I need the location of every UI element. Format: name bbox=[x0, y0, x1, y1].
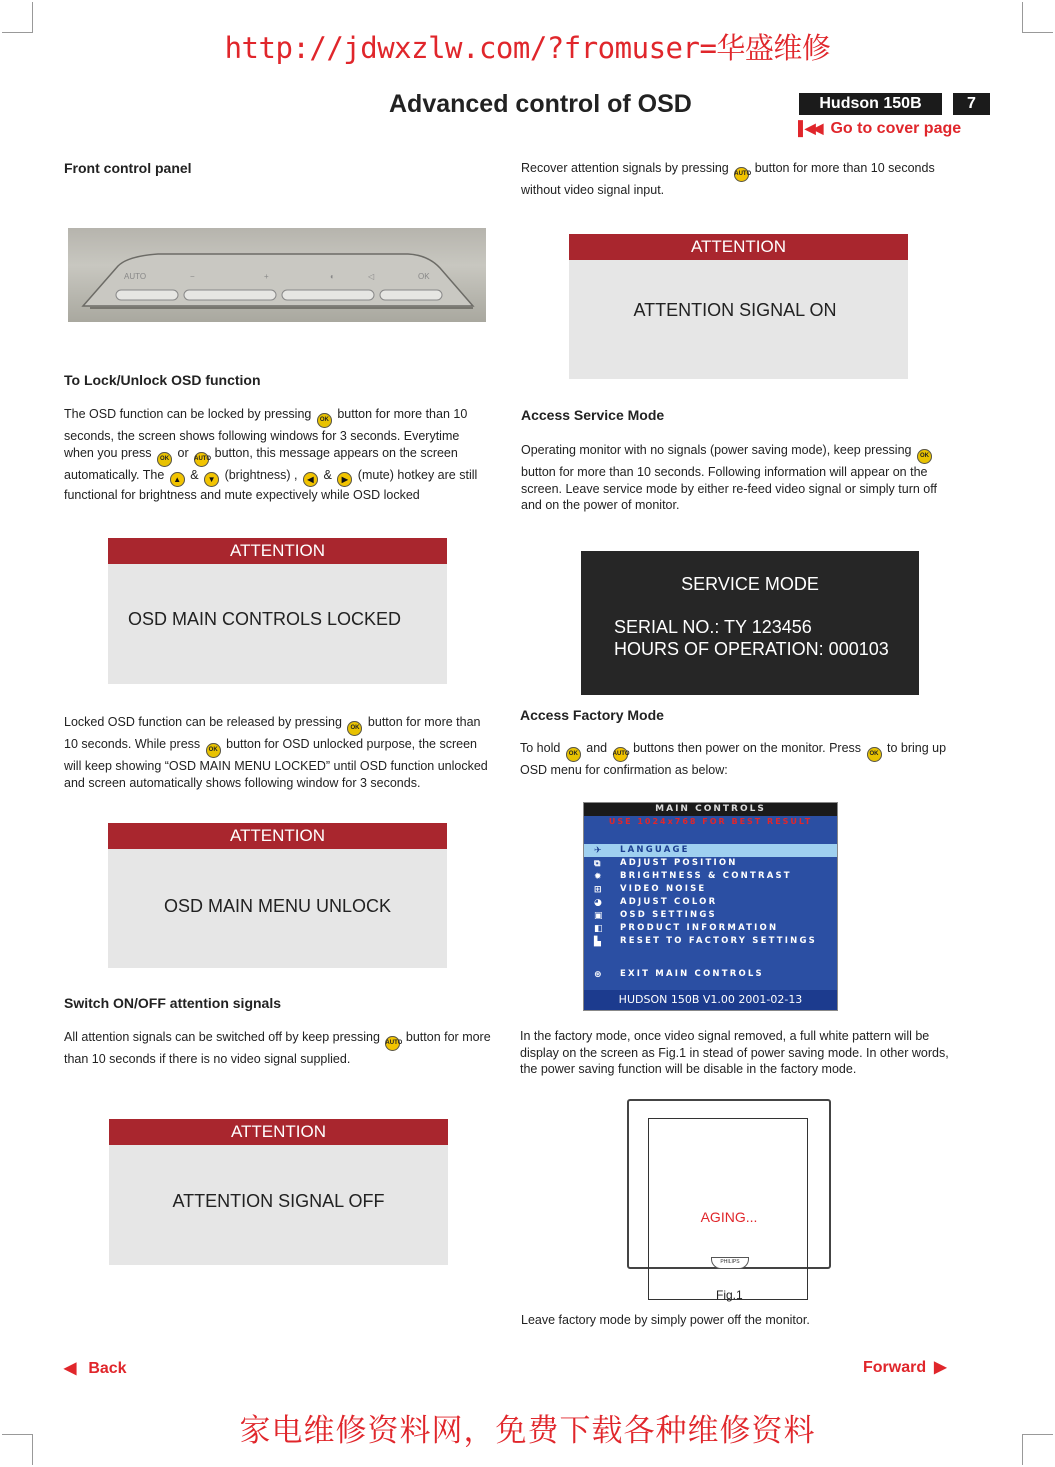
cover-link-label: Go to cover page bbox=[830, 120, 962, 137]
ok-button-icon: OK bbox=[347, 721, 362, 736]
auto-button-icon: AUTO bbox=[385, 1036, 400, 1051]
panel-label-auto: AUTO bbox=[124, 272, 147, 281]
up-arrow-icon: ▲ bbox=[170, 472, 185, 487]
service-mode-screen bbox=[581, 551, 919, 695]
panel-label-brightness: ◐ bbox=[330, 272, 335, 281]
brightness-icon: ✹ bbox=[594, 872, 602, 882]
osd-item-exit: ⊛ EXIT MAIN CONTROLS bbox=[594, 969, 764, 980]
skip-back-icon: ▌◀◀ bbox=[798, 120, 821, 136]
osd-item-adjust-color: ◕ ADJUST COLOR bbox=[594, 897, 718, 908]
osd-main-controls-menu bbox=[583, 802, 838, 1011]
monitor-figure bbox=[627, 1099, 831, 1269]
aging-text: AGING... bbox=[700, 1209, 758, 1225]
position-icon: ⧉ bbox=[594, 859, 601, 869]
panel-button-1 bbox=[116, 290, 178, 300]
service-mode-title: SERVICE MODE bbox=[681, 574, 819, 594]
osd-item-osd-settings: ▣ OSD SETTINGS bbox=[594, 910, 717, 921]
attention-title: ATTENTION bbox=[108, 538, 447, 564]
footer-banner: 家电维修资料网，免费下载各种维修资料 bbox=[239, 1413, 816, 1448]
back-arrow-icon: ◀ bbox=[64, 1360, 77, 1377]
attention-message: OSD MAIN MENU UNLOCK bbox=[163, 896, 392, 916]
factory-heading: Access Factory Mode bbox=[520, 707, 664, 723]
panel-button-3 bbox=[282, 290, 374, 300]
forward-link[interactable]: Forward ▶ bbox=[863, 1359, 947, 1376]
attention-title: ATTENTION bbox=[109, 1119, 448, 1145]
ok-button-icon: OK bbox=[206, 743, 221, 758]
auto-button-icon: AUTO bbox=[613, 747, 628, 762]
auto-button-icon: AUTO bbox=[734, 167, 749, 182]
attention-title: ATTENTION bbox=[569, 234, 908, 260]
ok-button-icon: OK bbox=[867, 747, 882, 762]
lock-paragraph: The OSD function can be locked by pressing OK button for more than 10 seconds, the screen shows following windows for 3 seconds. Everytime when you press OK or AUTO button, this message appears on the screen automatically. The ▲ & ▼ (brightness) , ◀ & ▶ (mute) hotkey are still functional for brightness and mute expectively while OSD locked bbox=[64, 407, 478, 502]
osd-title: MAIN CONTROLS bbox=[584, 803, 837, 816]
osd-item-product-information: ◧ PRODUCT INFORMATION bbox=[594, 923, 779, 934]
forward-arrow-icon: ▶ bbox=[934, 1359, 947, 1376]
info-icon: ◧ bbox=[594, 924, 603, 934]
attention-box-unlock bbox=[108, 823, 447, 968]
attention-box-signal-on bbox=[569, 234, 908, 379]
ok-button-icon: OK bbox=[917, 449, 932, 464]
front-control-panel-photo bbox=[68, 228, 486, 322]
attention-box-locked bbox=[108, 538, 447, 684]
ok-button-icon: OK bbox=[317, 413, 332, 428]
attention-box-signal-off bbox=[109, 1119, 448, 1265]
page-title: Advanced control of OSD bbox=[389, 90, 692, 118]
front-panel-heading: Front control panel bbox=[64, 160, 192, 176]
right-arrow-icon: ▶ bbox=[337, 472, 352, 487]
osd-item-language: ✈ LANGUAGE bbox=[584, 844, 837, 857]
osd-resolution-warning: USE 1024x768 FOR BEST RESULT bbox=[608, 817, 813, 826]
service-paragraph: Operating monitor with no signals (power saving mode), keep pressing OK button for more than 10 seconds. Following information will appear on the screen. Leave service mode by either re-feed video signal or simply turn off and on the power of monitor. bbox=[521, 443, 937, 512]
osd-item-video-noise: ⊞ VIDEO NOISE bbox=[594, 884, 707, 895]
panel-label-ok: OK bbox=[418, 272, 430, 281]
exit-icon: ⊛ bbox=[594, 970, 602, 980]
noise-icon: ⊞ bbox=[594, 885, 602, 895]
osd-item-brightness-contrast: ✹ BRIGHTNESS & CONTRAST bbox=[594, 871, 792, 882]
ok-button-icon: OK bbox=[157, 452, 172, 467]
switch-paragraph: All attention signals can be switched off by keep pressing AUTO button for more than 10 seconds if there is no video signal supplied. bbox=[64, 1030, 491, 1066]
osd-settings-icon: ▣ bbox=[594, 911, 603, 921]
panel-button-2 bbox=[184, 290, 276, 300]
panel-label-left: ◁ bbox=[368, 272, 375, 281]
attention-message: OSD MAIN CONTROLS LOCKED bbox=[128, 609, 402, 629]
panel-button-4 bbox=[380, 290, 442, 300]
panel-label-plus: + bbox=[264, 272, 269, 281]
go-to-cover-link[interactable] bbox=[798, 120, 961, 138]
switch-heading: Switch ON/OFF attention signals bbox=[64, 995, 282, 1011]
leave-factory-note: Leave factory mode by simply power off the monitor. bbox=[521, 1313, 810, 1327]
panel-label-minus: − bbox=[190, 272, 195, 281]
factory-note: In the factory mode, once video signal removed, a full white pattern will be display on the screen as Fig.1 in stead of power saving mode. In other words, the power saving function will be disable in the factory mode. bbox=[520, 1029, 949, 1076]
philips-logo: PHILIPS bbox=[711, 1257, 749, 1269]
service-heading: Access Service Mode bbox=[521, 407, 665, 423]
osd-item-adjust-position: ⧉ ADJUST POSITION bbox=[594, 858, 738, 869]
factory-paragraph: To hold OK and AUTO buttons then power on the monitor. Press OK to bring up OSD menu for confirmation as below: bbox=[520, 741, 947, 777]
hours-of-operation: HOURS OF OPERATION: 000103 bbox=[614, 639, 889, 659]
color-icon: ◕ bbox=[594, 898, 602, 908]
down-arrow-icon: ▼ bbox=[204, 472, 219, 487]
left-arrow-icon: ◀ bbox=[303, 472, 318, 487]
back-link[interactable]: ◀ Back bbox=[64, 1360, 127, 1377]
serial-number: SERIAL NO.: TY 123456 bbox=[614, 617, 812, 637]
auto-button-icon: AUTO bbox=[194, 452, 209, 467]
lock-heading: To Lock/Unlock OSD function bbox=[64, 372, 261, 388]
model-badge: Hudson 150B bbox=[799, 93, 942, 115]
attention-title: ATTENTION bbox=[108, 823, 447, 849]
osd-version-footer: HUDSON 150B V1.00 2001-02-13 bbox=[584, 990, 837, 1010]
attention-message: ATTENTION SIGNAL ON bbox=[633, 300, 837, 320]
factory-icon: ▙ bbox=[594, 937, 601, 947]
attention-message: ATTENTION SIGNAL OFF bbox=[172, 1191, 385, 1211]
figure-caption: Fig.1 bbox=[716, 1288, 743, 1302]
ok-button-icon: OK bbox=[566, 747, 581, 762]
page-number: 7 bbox=[953, 93, 990, 115]
osd-item-reset-factory: ▙ RESET TO FACTORY SETTINGS bbox=[594, 936, 817, 947]
watermark-url[interactable]: http://jdwxzlw.com/?fromuser=华盛维修 bbox=[224, 31, 831, 65]
language-icon: ✈ bbox=[594, 846, 602, 856]
release-paragraph: Locked OSD function can be released by pressing OK button for more than 10 seconds. While press OK button for OSD unlocked purpose, the screen will keep showing “OSD MAIN MENU LOCKED” until OSD function unlocked and screen automatically shows following window for 3 seconds. bbox=[64, 715, 488, 790]
recover-paragraph: Recover attention signals by pressing AUTO button for more than 10 seconds without video signal input. bbox=[521, 161, 935, 197]
